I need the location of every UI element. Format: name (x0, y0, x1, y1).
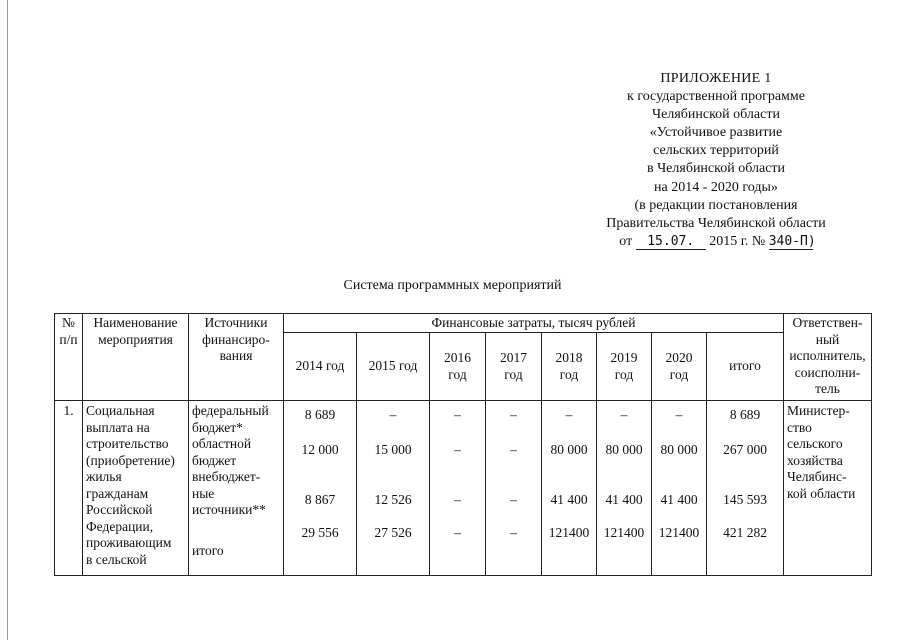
header-year-2018 (542, 333, 597, 401)
source-line: бюджет (192, 452, 237, 468)
value-cell: 121400 (658, 524, 700, 540)
header-year-2016 (430, 333, 486, 401)
header-text: вания (219, 348, 253, 363)
row-executor (784, 401, 872, 576)
appendix-line: (в редакции постановления (634, 197, 798, 213)
value-cell: 121400 (548, 524, 590, 540)
value-cell: 145 593 (723, 492, 767, 507)
value-cell: – (454, 524, 461, 540)
header-text: год (504, 366, 523, 382)
appendix-line: «Устойчивое развитие (649, 125, 783, 141)
value-cell: – (510, 492, 517, 507)
value-cell: – (389, 407, 397, 422)
header-text: 2020 (665, 350, 693, 365)
source-line (192, 519, 283, 536)
value-cell: 41 400 (605, 492, 643, 507)
appendix-line: Правительства Челябинской области (606, 215, 826, 231)
value-cell: – (510, 524, 517, 540)
header-text: финансиро- (202, 331, 270, 347)
value-cell: – (620, 407, 628, 422)
value-cell: 8 689 (729, 407, 761, 422)
header-year-2020 (652, 333, 707, 401)
appendix-line: на 2014 - 2020 годы» (654, 179, 778, 195)
header-total (707, 333, 784, 401)
row-name (83, 401, 189, 576)
header-text: 2015 год (368, 358, 418, 374)
name-line: (приобретение) (86, 452, 175, 468)
source-line: итого (192, 543, 224, 558)
source-line: внебюджет- (192, 469, 261, 484)
appendix-line: Челябинской области (652, 107, 780, 123)
appendix-header (555, 70, 877, 251)
appendix-line: к государственной программе (627, 89, 805, 105)
header-num (55, 314, 83, 401)
name-line: Социальная (86, 403, 155, 418)
header-year-2019 (597, 333, 652, 401)
header-text: 2014 год (295, 358, 345, 374)
col-2016 (430, 401, 486, 576)
value-cell: – (510, 441, 517, 457)
value-cell: 29 556 (301, 524, 339, 540)
header-finance: Финансовые затраты, тысяч рублей (284, 314, 784, 333)
header-text: Ответствен- (792, 315, 863, 330)
source-line: федеральный (192, 403, 269, 418)
col-2020 (652, 401, 707, 576)
header-text: 2019 (610, 350, 638, 365)
executor-line: Министер- (787, 403, 850, 418)
decree-year: 2015 г. № (709, 233, 766, 249)
row-source (189, 401, 284, 576)
source-line: областной (192, 436, 252, 451)
name-line: гражданам (86, 485, 149, 501)
executor-line: кой области (787, 485, 856, 501)
name-line: проживающим (86, 535, 172, 550)
program-measures-table (54, 313, 872, 576)
value-cell: 15 000 (374, 441, 412, 457)
col-2014 (284, 401, 357, 576)
header-text: тель (815, 381, 840, 396)
header-text: 2017 (500, 350, 527, 365)
value-cell: 41 400 (660, 492, 698, 507)
executor-line: сельского (787, 436, 843, 451)
executor-line: Челябинс- (787, 469, 847, 484)
value-cell: 12 000 (301, 441, 339, 457)
header-text: соисполни- (794, 364, 861, 380)
value-cell: 80 000 (550, 441, 588, 457)
from-label: от (619, 233, 633, 249)
header-year-2014 (284, 333, 357, 401)
value-cell: 8 689 (304, 407, 336, 422)
header-name (83, 314, 189, 401)
value-cell: 121400 (603, 524, 645, 540)
header-text: № (62, 315, 75, 330)
header-text: итого (729, 358, 761, 374)
decree-date: 15.07. (636, 234, 706, 250)
name-line: строительство (86, 436, 169, 451)
source-line: источники** (192, 502, 266, 517)
name-line: Федерации, (86, 518, 154, 534)
header-text: год (669, 366, 689, 382)
header-text: ный (815, 331, 840, 347)
header-text: год (559, 366, 579, 382)
header-text: 2016 (444, 350, 471, 365)
col-2019 (597, 401, 652, 576)
header-text: год (448, 366, 467, 382)
name-line: в сельской (86, 551, 147, 567)
table-caption: Система программных мероприятий (343, 278, 562, 293)
header-year-2015 (357, 333, 430, 401)
value-cell: – (454, 407, 461, 422)
executor-line: ство (787, 419, 812, 435)
value-cell: 421 282 (723, 524, 767, 540)
header-text: Наименование (93, 315, 178, 330)
table-row (55, 401, 872, 576)
value-cell: 41 400 (550, 492, 588, 507)
decree-line (555, 233, 877, 251)
header-executor (784, 314, 872, 401)
value-cell: 12 526 (374, 492, 412, 507)
value-cell: 267 000 (723, 441, 767, 457)
col-2015 (357, 401, 430, 576)
appendix-line: в Челябинской области (646, 161, 786, 177)
source-line: бюджет* (192, 419, 243, 435)
value-cell: 8 867 (304, 492, 336, 507)
source-line: ные (192, 485, 215, 501)
executor-line: хозяйства (787, 452, 843, 468)
appendix-line: сельских территорий (653, 143, 779, 159)
header-text: мероприятия (98, 331, 173, 347)
header-source (189, 314, 284, 401)
value-cell: 27 526 (374, 524, 412, 540)
header-text: п/п (59, 331, 78, 347)
page-edge (7, 0, 8, 640)
value-cell: – (510, 407, 517, 422)
name-line: жилья (86, 469, 122, 484)
value-cell: – (454, 441, 461, 457)
appendix-title: ПРИЛОЖЕНИЕ 1 (660, 71, 772, 86)
value-cell: 80 000 (660, 441, 698, 457)
col-2017 (486, 401, 542, 576)
header-text: год (614, 366, 634, 382)
header-year-2017 (486, 333, 542, 401)
header-text: Источники (204, 315, 268, 330)
name-line: Российской (86, 502, 153, 517)
col-total (707, 401, 784, 576)
col-2018 (542, 401, 597, 576)
header-text: исполнитель, (789, 348, 866, 363)
value-cell: – (675, 407, 683, 422)
name-line: выплата на (86, 419, 150, 435)
row-num: 1. (55, 401, 83, 576)
value-cell: 80 000 (605, 441, 643, 457)
header-text: 2018 (555, 350, 583, 365)
value-cell: – (454, 492, 461, 507)
decree-number: 340-П) (768, 233, 816, 249)
value-cell: – (565, 407, 573, 422)
